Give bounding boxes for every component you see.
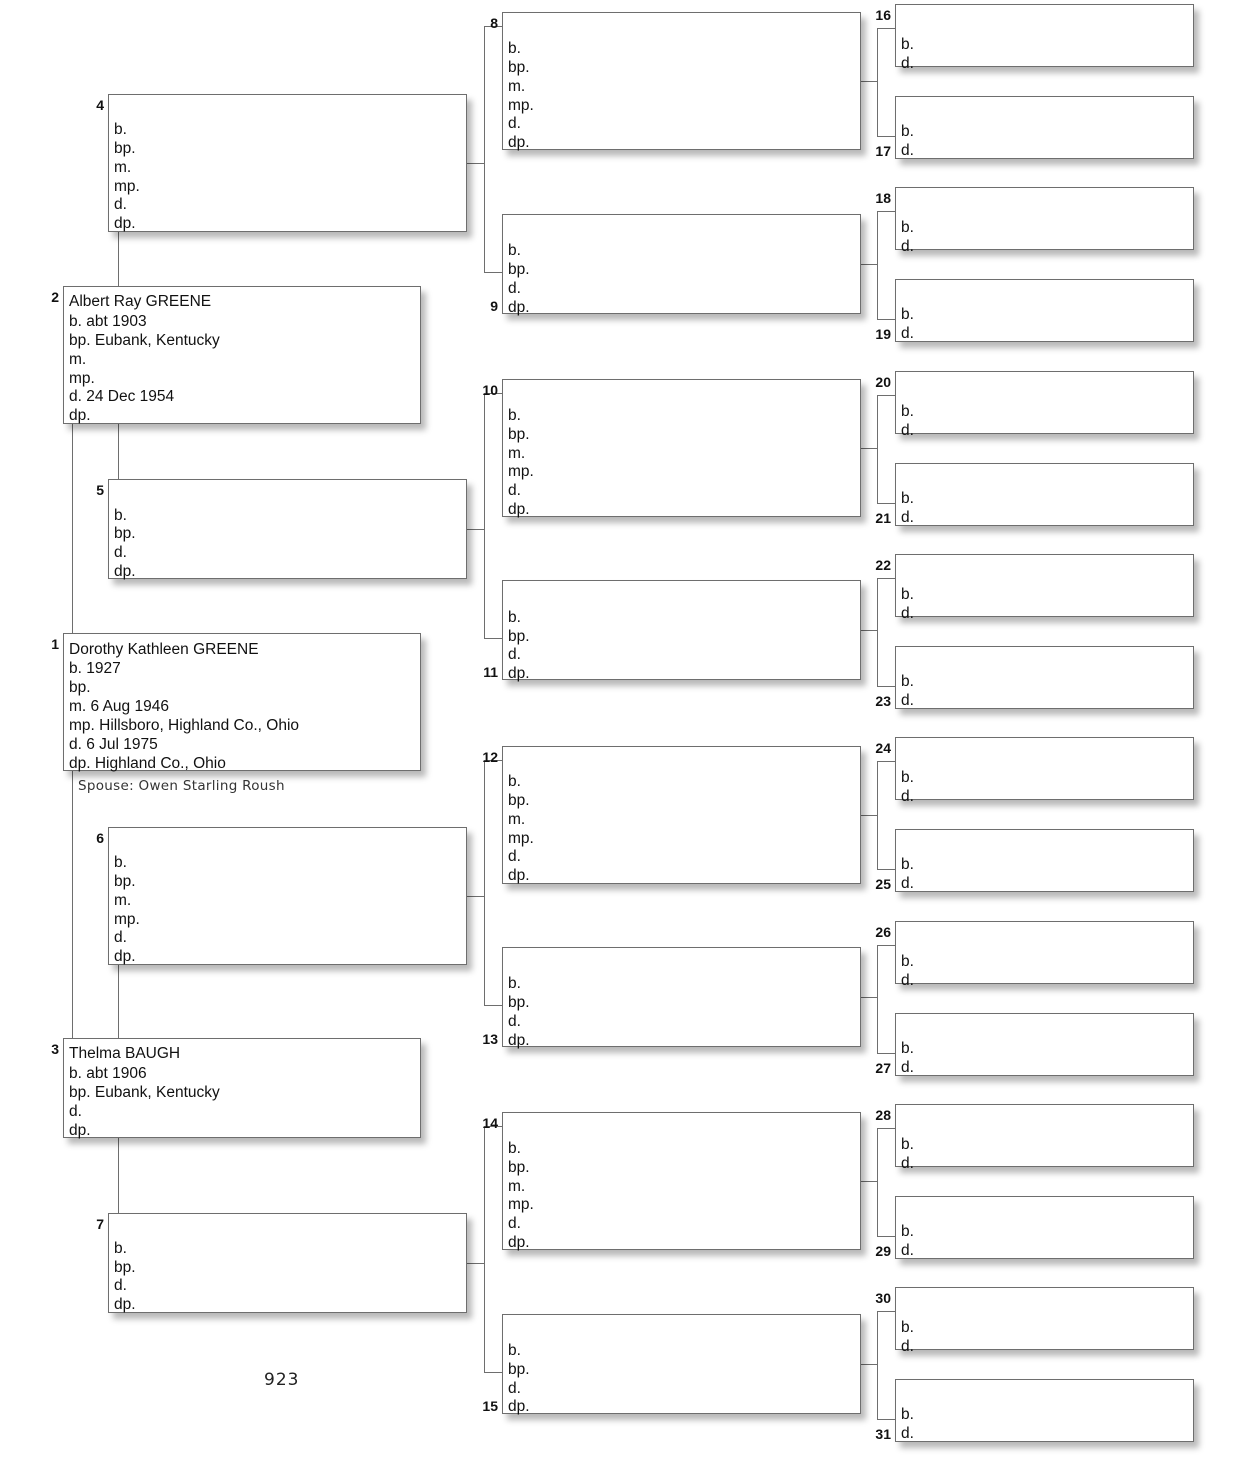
person-field: b. xyxy=(508,242,521,259)
page-number: 923 xyxy=(264,1370,300,1390)
person-field: d. xyxy=(114,929,127,946)
person-number: 25 xyxy=(875,876,891,892)
person-field: d. 6 Jul 1975 xyxy=(69,736,158,753)
person-field: b. abt 1906 xyxy=(69,1065,147,1082)
person-box-21 xyxy=(895,463,1194,526)
connector-line xyxy=(877,395,878,503)
person-box-28 xyxy=(895,1104,1194,1167)
person-field: d. xyxy=(508,646,521,663)
connector-line xyxy=(118,424,119,479)
connector-line xyxy=(467,1263,484,1264)
connector-line xyxy=(877,945,878,1053)
person-field: dp. xyxy=(508,1234,530,1251)
person-field: b. xyxy=(901,490,914,507)
person-field: dp. xyxy=(508,1032,530,1049)
person-field: d. xyxy=(901,142,914,159)
person-field: m. xyxy=(114,892,132,909)
person-field: m. xyxy=(508,78,526,95)
person-field: d. xyxy=(508,1215,521,1232)
connector-line xyxy=(72,424,73,633)
person-field: d. xyxy=(901,55,914,72)
person-number: 8 xyxy=(490,15,498,31)
person-number: 22 xyxy=(875,557,891,573)
connector-line xyxy=(877,1311,878,1419)
connector-line xyxy=(861,815,877,816)
connector-line xyxy=(484,272,502,273)
person-number: 2 xyxy=(51,289,59,305)
person-box-24 xyxy=(895,737,1194,800)
connector-line xyxy=(877,686,895,687)
person-box-31 xyxy=(895,1379,1194,1442)
person-field: m. xyxy=(508,811,526,828)
person-field: b. xyxy=(901,1040,914,1057)
person-field: bp. Eubank, Kentucky xyxy=(69,1084,220,1101)
connector-line xyxy=(877,945,895,946)
person-number: 5 xyxy=(96,482,104,498)
person-box-18 xyxy=(895,187,1194,250)
connector-line xyxy=(877,761,895,762)
connector-line xyxy=(484,1372,502,1373)
person-field: b. xyxy=(508,975,521,992)
connector-line xyxy=(118,1138,119,1213)
person-number: 10 xyxy=(482,382,498,398)
person-field: m. 6 Aug 1946 xyxy=(69,698,169,715)
person-number: 7 xyxy=(96,1216,104,1232)
person-field: b. xyxy=(901,1223,914,1240)
person-number: 4 xyxy=(96,97,104,113)
person-number: 14 xyxy=(482,1115,498,1131)
person-field: mp. xyxy=(508,830,534,847)
person-number: 26 xyxy=(875,924,891,940)
person-field: dp. xyxy=(114,563,136,580)
person-field: bp. xyxy=(114,873,136,890)
person-field: dp. xyxy=(114,215,136,232)
person-number: 27 xyxy=(875,1060,891,1076)
connector-line xyxy=(877,395,895,396)
connector-line xyxy=(877,1053,895,1054)
person-box-10 xyxy=(502,379,861,517)
person-field: d. xyxy=(901,238,914,255)
connector-line xyxy=(877,211,895,212)
person-number: 1 xyxy=(51,636,59,652)
person-field: b. xyxy=(114,854,127,871)
person-box-26 xyxy=(895,921,1194,984)
person-field: b. xyxy=(901,36,914,53)
person-field: dp. xyxy=(114,948,136,965)
connector-line xyxy=(877,319,895,320)
person-number: 31 xyxy=(875,1426,891,1442)
person-box-14 xyxy=(502,1112,861,1250)
connector-line xyxy=(484,26,485,272)
person-field: m. xyxy=(69,351,87,368)
person-field: d. xyxy=(901,1059,914,1076)
person-field: b. xyxy=(901,953,914,970)
person-field: d. xyxy=(901,1242,914,1259)
connector-line xyxy=(877,578,895,579)
person-box-19 xyxy=(895,279,1194,342)
connector-line xyxy=(861,1181,877,1182)
person-field: d. xyxy=(901,605,914,622)
connector-line xyxy=(877,761,878,869)
person-field: bp. xyxy=(508,1361,530,1378)
connector-line xyxy=(877,503,895,504)
person-field: b. xyxy=(508,40,521,57)
person-field: d. xyxy=(114,1277,127,1294)
person-field: bp. xyxy=(508,59,530,76)
person-field: b. xyxy=(114,507,127,524)
connector-line xyxy=(467,529,484,530)
person-box-20 xyxy=(895,371,1194,434)
connector-line xyxy=(861,264,877,265)
person-box-17 xyxy=(895,96,1194,159)
connector-line xyxy=(877,1236,895,1237)
person-field: dp. xyxy=(508,1398,530,1415)
person-field: d. xyxy=(901,875,914,892)
person-number: 24 xyxy=(875,740,891,756)
person-box-30 xyxy=(895,1287,1194,1350)
person-field: b. xyxy=(901,219,914,236)
person-field: d. xyxy=(901,788,914,805)
person-field: b. xyxy=(508,407,521,424)
person-field: bp. xyxy=(508,426,530,443)
person-field: bp. xyxy=(114,140,136,157)
person-box-13 xyxy=(502,947,861,1047)
person-field: m. xyxy=(508,445,526,462)
person-box-12 xyxy=(502,746,861,884)
person-field: dp. xyxy=(69,1122,91,1139)
person-field: d. xyxy=(508,1013,521,1030)
person-field: b. xyxy=(901,306,914,323)
person-number: 11 xyxy=(483,664,498,680)
connector-line xyxy=(877,869,895,870)
person-field: d. xyxy=(114,544,127,561)
person-field: m. xyxy=(508,1178,526,1195)
person-box-9 xyxy=(502,214,861,314)
person-field: dp. xyxy=(508,299,530,316)
person-box-25 xyxy=(895,829,1194,892)
connector-line xyxy=(861,997,877,998)
person-field: b. abt 1903 xyxy=(69,313,147,330)
person-box-27 xyxy=(895,1013,1194,1076)
person-name: Albert Ray GREENE xyxy=(69,293,212,310)
connector-line xyxy=(484,1126,485,1372)
person-field: b. xyxy=(901,1136,914,1153)
person-field: d. xyxy=(901,1155,914,1172)
person-field: b. xyxy=(508,1342,521,1359)
person-number: 30 xyxy=(875,1290,891,1306)
connector-line xyxy=(861,81,877,82)
connector-line xyxy=(484,1005,502,1006)
person-field: b. xyxy=(901,856,914,873)
person-field: b. xyxy=(901,123,914,140)
person-field: mp. xyxy=(508,97,534,114)
connector-line xyxy=(877,578,878,686)
person-number: 6 xyxy=(96,830,104,846)
person-field: b. xyxy=(114,1240,127,1257)
person-box-16 xyxy=(895,4,1194,67)
connector-line xyxy=(861,448,877,449)
person-field: b. xyxy=(901,403,914,420)
person-field: d. xyxy=(901,509,914,526)
person-field: bp. xyxy=(114,1259,136,1276)
connector-line xyxy=(861,1364,877,1365)
person-number: 23 xyxy=(875,693,891,709)
person-number: 21 xyxy=(875,510,891,526)
connector-line xyxy=(467,896,484,897)
person-field: d. xyxy=(114,196,127,213)
person-field: b. xyxy=(508,1140,521,1157)
spouse-note: Spouse: Owen Starling Roush xyxy=(78,778,285,794)
person-number: 12 xyxy=(482,749,498,765)
connector-line xyxy=(877,28,895,29)
person-number: 17 xyxy=(875,143,891,159)
person-number: 9 xyxy=(490,298,498,314)
person-field: b. 1927 xyxy=(69,660,121,677)
person-field: d. xyxy=(901,972,914,989)
connector-line xyxy=(877,1311,895,1312)
person-field: b. xyxy=(901,769,914,786)
connector-line xyxy=(484,393,485,638)
person-field: bp. xyxy=(114,525,136,542)
person-field: d. xyxy=(901,692,914,709)
person-field: d. xyxy=(901,422,914,439)
person-field: mp. xyxy=(508,1196,534,1213)
person-box-7 xyxy=(108,1213,467,1313)
person-field: bp. xyxy=(69,679,91,696)
person-field: d. xyxy=(901,1338,914,1355)
connector-line xyxy=(118,232,119,286)
person-field: b. xyxy=(901,586,914,603)
person-field: bp. Eubank, Kentucky xyxy=(69,332,220,349)
person-box-23 xyxy=(895,646,1194,709)
person-field: dp. xyxy=(508,134,530,151)
person-box-5 xyxy=(108,479,467,579)
connector-line xyxy=(877,28,878,136)
person-field: d. xyxy=(901,325,914,342)
person-number: 13 xyxy=(482,1031,498,1047)
person-field: dp. xyxy=(69,407,91,424)
connector-line xyxy=(877,211,878,319)
person-number: 15 xyxy=(482,1398,498,1414)
person-field: b. xyxy=(901,1319,914,1336)
connector-line xyxy=(467,163,484,164)
person-field: d. xyxy=(508,482,521,499)
person-number: 20 xyxy=(875,374,891,390)
person-field: d. xyxy=(69,1103,82,1120)
person-field: bp. xyxy=(508,1159,530,1176)
person-field: d. xyxy=(508,1380,521,1397)
person-field: dp. xyxy=(508,501,530,518)
person-number: 29 xyxy=(875,1243,891,1259)
person-field: mp. Hillsboro, Highland Co., Ohio xyxy=(69,717,300,734)
connector-line xyxy=(861,630,877,631)
person-field: b. xyxy=(114,121,127,138)
person-field: mp. xyxy=(508,463,534,480)
person-box-22 xyxy=(895,554,1194,617)
person-number: 16 xyxy=(875,7,891,23)
connector-line xyxy=(877,1128,895,1129)
person-field: dp. xyxy=(508,867,530,884)
person-field: dp. xyxy=(508,665,530,682)
person-box-11 xyxy=(502,580,861,680)
person-number: 19 xyxy=(875,326,891,342)
person-field: mp. xyxy=(69,370,95,387)
person-name: Thelma BAUGH xyxy=(69,1045,181,1062)
person-box-29 xyxy=(895,1196,1194,1259)
person-field: bp. xyxy=(508,628,530,645)
person-field: b. xyxy=(901,673,914,690)
connector-line xyxy=(877,1128,878,1236)
person-box-4 xyxy=(108,94,467,232)
person-field: mp. xyxy=(114,178,140,195)
person-field: m. xyxy=(114,159,132,176)
connector-line xyxy=(484,638,502,639)
person-field: d. xyxy=(508,848,521,865)
person-field: dp. xyxy=(114,1296,136,1313)
person-field: b. xyxy=(508,609,521,626)
person-number: 18 xyxy=(875,190,891,206)
person-number: 28 xyxy=(875,1107,891,1123)
connector-line xyxy=(877,136,895,137)
person-box-8 xyxy=(502,12,861,150)
connector-line xyxy=(877,1419,895,1420)
person-box-6 xyxy=(108,827,467,965)
connector-line xyxy=(484,760,485,1005)
person-field: b. xyxy=(901,1406,914,1423)
person-field: bp. xyxy=(508,261,530,278)
person-field: bp. xyxy=(508,994,530,1011)
person-field: d. xyxy=(508,115,521,132)
person-field: mp. xyxy=(114,911,140,928)
person-field: b. xyxy=(508,773,521,790)
person-field: d. xyxy=(508,280,521,297)
person-name: Dorothy Kathleen GREENE xyxy=(69,641,259,658)
person-field: bp. xyxy=(508,792,530,809)
person-field: dp. Highland Co., Ohio xyxy=(69,755,226,772)
person-number: 3 xyxy=(51,1041,59,1057)
person-field: d. xyxy=(901,1425,914,1442)
connector-line xyxy=(72,771,73,1038)
person-field: d. 24 Dec 1954 xyxy=(69,388,175,405)
connector-line xyxy=(118,965,119,1038)
person-box-15 xyxy=(502,1314,861,1414)
